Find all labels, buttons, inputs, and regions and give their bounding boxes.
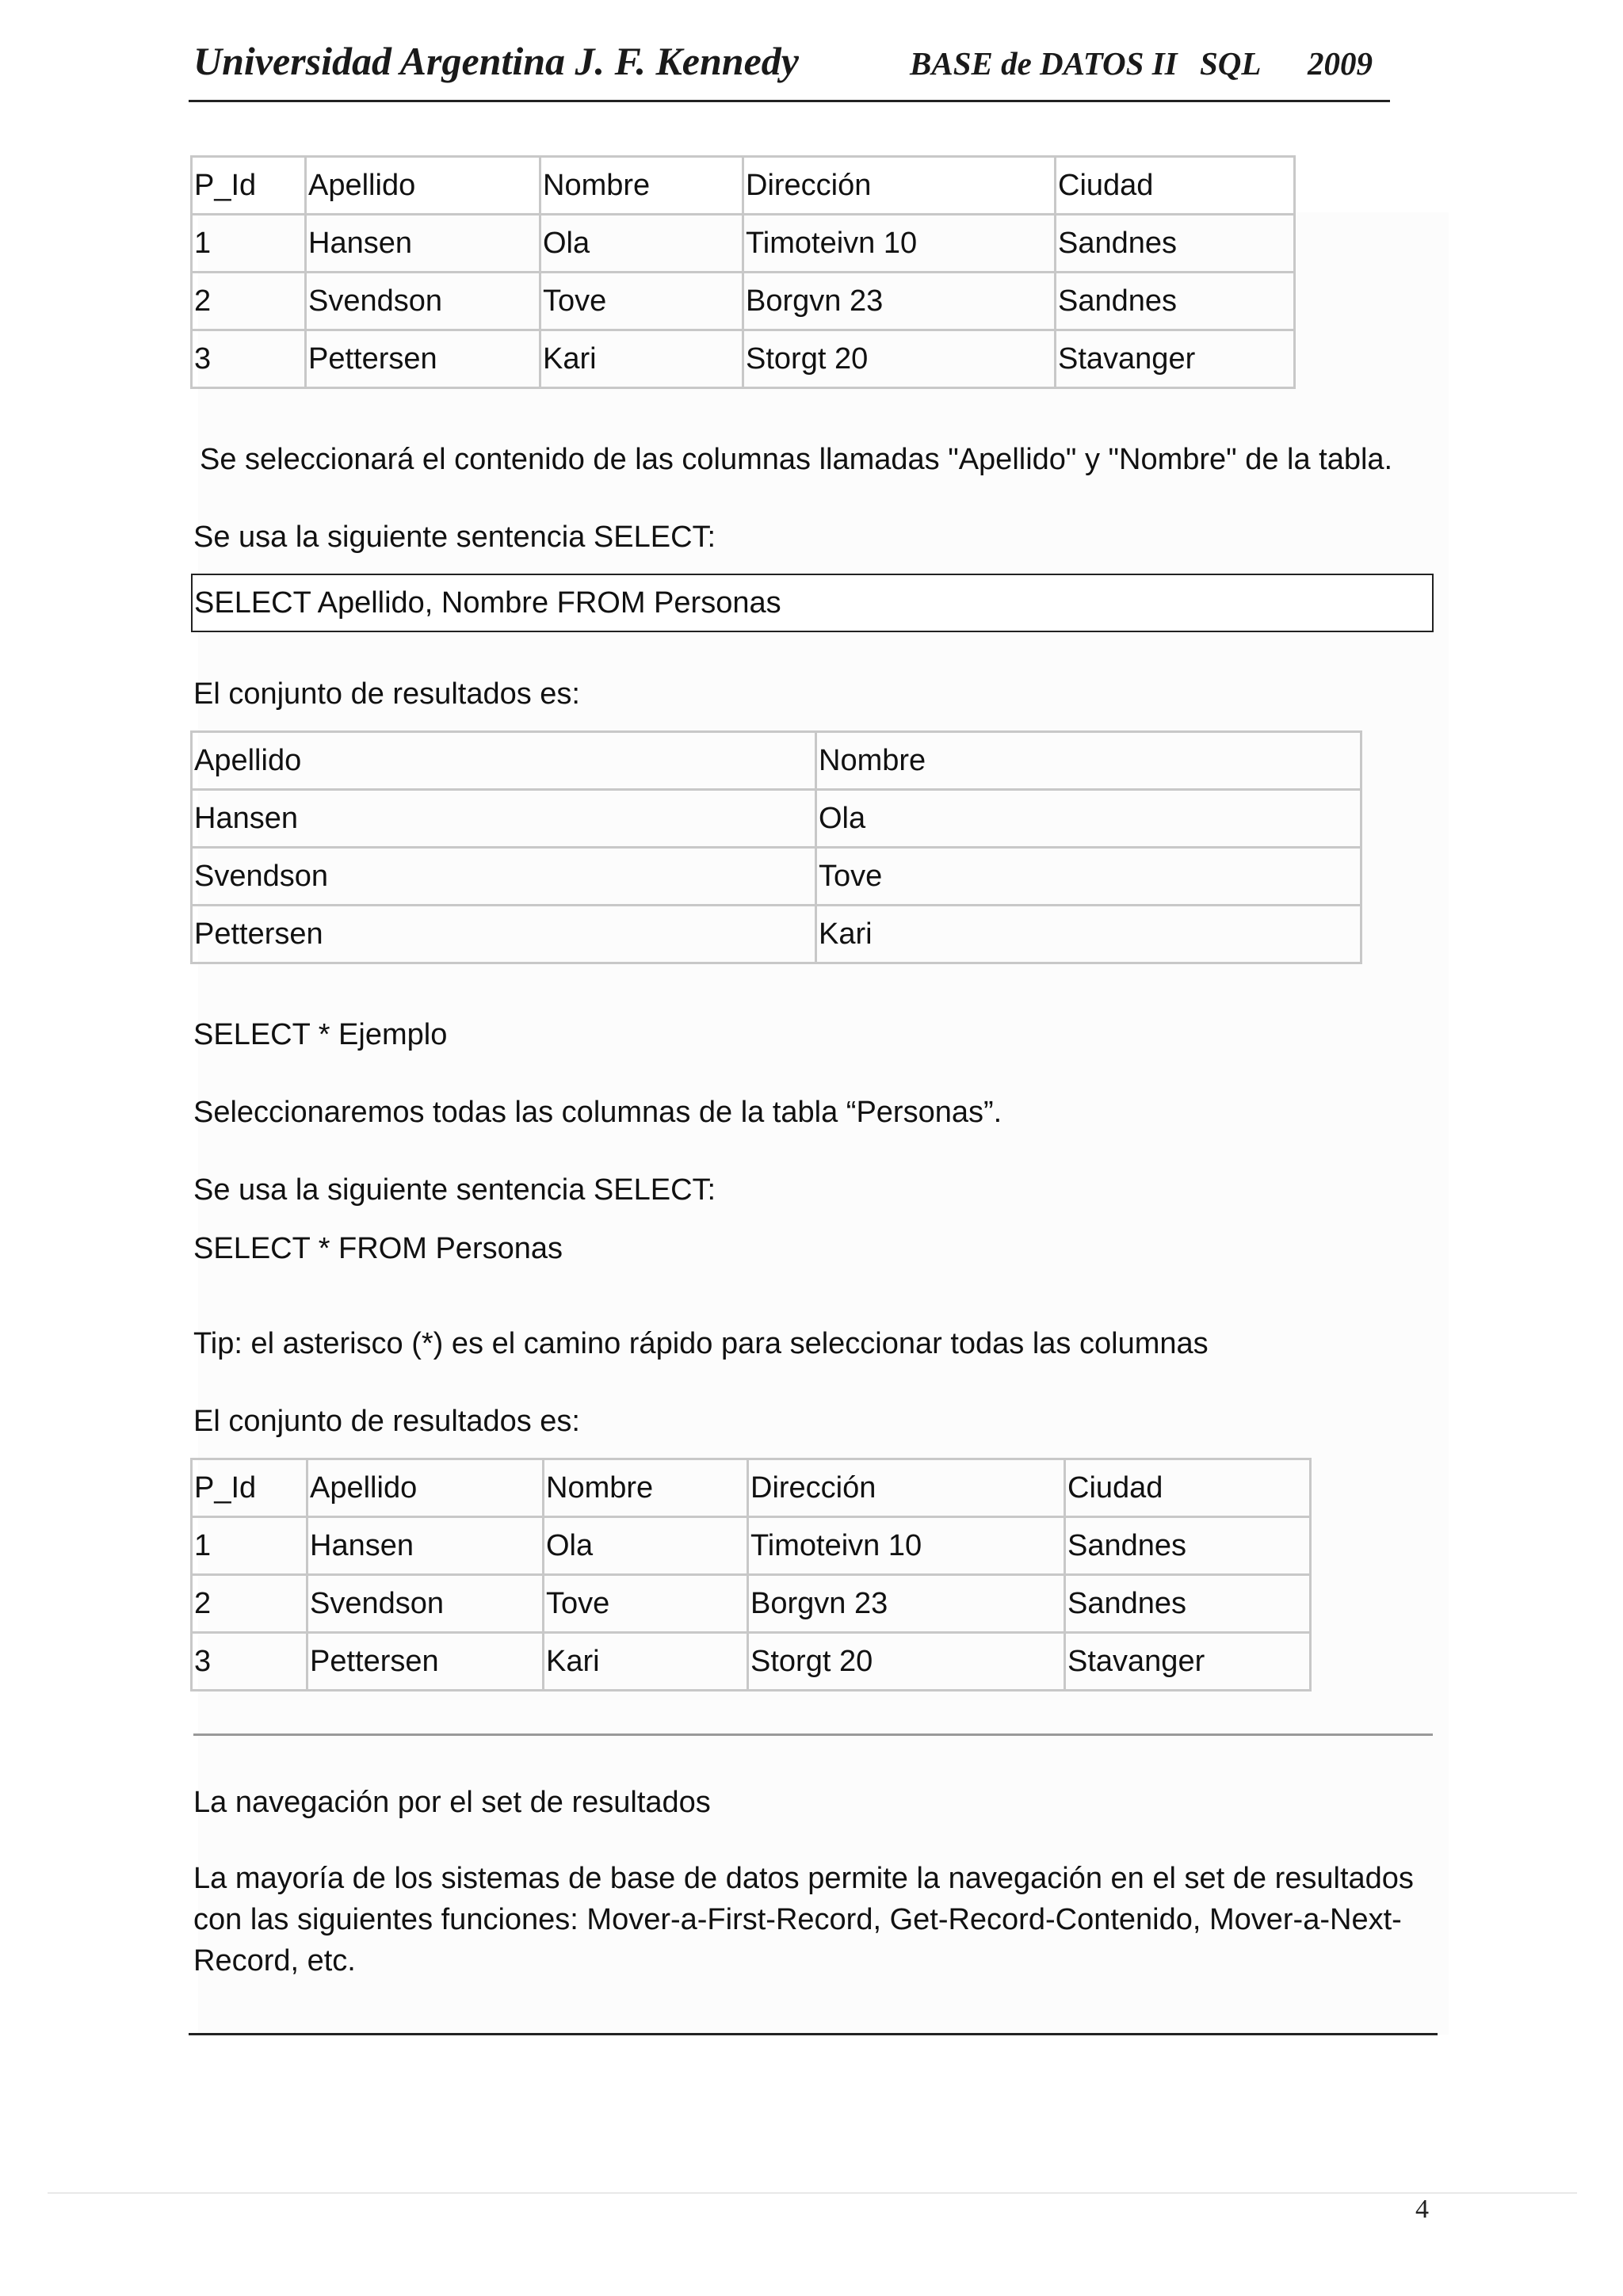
table-cell: Ola	[816, 790, 1361, 848]
table-header-cell: Nombre	[540, 157, 743, 215]
result-names-table	[190, 730, 1362, 964]
table-cell: Hansen	[306, 215, 540, 273]
sql-statement-box: SELECT Apellido, Nombre FROM Personas	[191, 574, 1434, 632]
table-header-cell: P_Id	[192, 157, 306, 215]
table-header-cell: Nombre	[544, 1459, 748, 1517]
result-label-2: El conjunto de resultados es:	[193, 1405, 580, 1438]
table-cell: Timoteivn 10	[743, 215, 1056, 273]
table-row	[192, 906, 1361, 963]
table-row	[192, 1633, 1311, 1691]
table-cell: Ola	[540, 215, 743, 273]
table-cell: 3	[192, 330, 306, 388]
select-star-statement: SELECT * FROM Personas	[193, 1232, 563, 1265]
table-header-cell: Dirección	[748, 1459, 1065, 1517]
table-cell: Tove	[816, 848, 1361, 906]
navigation-heading: La navegación por el set de resultados	[193, 1786, 711, 1819]
table-row	[192, 1517, 1311, 1575]
table-header-cell: Apellido	[192, 732, 816, 790]
table-cell: Kari	[544, 1633, 748, 1691]
table-header-row	[192, 732, 1361, 790]
intro-paragraph: Se seleccionará el contenido de las columnas llamadas "Apellido" y "Nombre" de la tabla.	[200, 443, 1393, 476]
footer-divider	[48, 2192, 1577, 2194]
course-name: BASE de DATOS II	[910, 45, 1178, 82]
table-cell: 1	[192, 1517, 307, 1575]
table-row	[192, 790, 1361, 848]
table-cell: Svendson	[306, 273, 540, 330]
table-header-row	[192, 157, 1295, 215]
table-cell: Sandnes	[1065, 1575, 1311, 1633]
table-row	[192, 330, 1295, 388]
table-row	[192, 215, 1295, 273]
table-header-cell: Apellido	[307, 1459, 544, 1517]
select-star-intro: Se usa la siguiente sentencia SELECT:	[193, 1173, 716, 1207]
navigation-paragraph: La mayoría de los sistemas de base de datos permite la navegación en el set de resultados con las siguientes funciones: Mover-a-First-Record, Get-Record-Contenido, Mover-a-Next-Record, etc.	[193, 1862, 1414, 1978]
table-cell: Kari	[816, 906, 1361, 963]
table-cell: Svendson	[192, 848, 816, 906]
table-cell: Kari	[540, 330, 743, 388]
table-cell: Sandnes	[1065, 1517, 1311, 1575]
table-cell: Tove	[544, 1575, 748, 1633]
table-cell: Sandnes	[1056, 273, 1295, 330]
table-cell: 3	[192, 1633, 307, 1691]
table-row	[192, 848, 1361, 906]
table-cell: Hansen	[307, 1517, 544, 1575]
personas-table	[190, 155, 1296, 389]
select-star-heading: SELECT * Ejemplo	[193, 1018, 448, 1051]
table-cell: Timoteivn 10	[748, 1517, 1065, 1575]
table-cell: Pettersen	[307, 1633, 544, 1691]
table-header-cell: P_Id	[192, 1459, 307, 1517]
result-label: El conjunto de resultados es:	[193, 677, 580, 711]
table-cell: 1	[192, 215, 306, 273]
table-cell: Storgt 20	[743, 330, 1056, 388]
table-cell: Svendson	[307, 1575, 544, 1633]
table-header-row	[192, 1459, 1311, 1517]
tip-text: Tip: el asterisco (*) es el camino rápido para seleccionar todas las columnas	[193, 1327, 1209, 1360]
header-divider	[189, 100, 1390, 102]
table-cell: Pettersen	[306, 330, 540, 388]
table-cell: Storgt 20	[748, 1633, 1065, 1691]
table-header-cell: Dirección	[743, 157, 1056, 215]
table-header-cell: Ciudad	[1065, 1459, 1311, 1517]
table-cell: Borgvn 23	[748, 1575, 1065, 1633]
table-cell: Pettersen	[192, 906, 816, 963]
table-cell: Ola	[544, 1517, 748, 1575]
table-cell: 2	[192, 1575, 307, 1633]
table-cell: Borgvn 23	[743, 273, 1056, 330]
table-cell: Stavanger	[1056, 330, 1295, 388]
table-header-cell: Apellido	[306, 157, 540, 215]
table-cell: Tove	[540, 273, 743, 330]
course-topic: SQL	[1200, 45, 1262, 82]
table-cell: Sandnes	[1056, 215, 1295, 273]
table-header-cell: Ciudad	[1056, 157, 1295, 215]
table-row	[192, 273, 1295, 330]
table-row	[192, 1575, 1311, 1633]
result-all-table	[190, 1458, 1312, 1691]
page-number: 4	[1415, 2195, 1429, 2224]
table-cell: 2	[192, 273, 306, 330]
bottom-divider	[189, 2033, 1438, 2035]
section-divider	[193, 1733, 1433, 1736]
select-intro-text: Se usa la siguiente sentencia SELECT:	[193, 521, 716, 554]
table-header-cell: Nombre	[816, 732, 1361, 790]
table-cell: Hansen	[192, 790, 816, 848]
select-star-description: Seleccionaremos todas las columnas de la tabla “Personas”.	[193, 1096, 1002, 1129]
table-cell: Stavanger	[1065, 1633, 1311, 1691]
course-year: 2009	[1308, 45, 1373, 82]
document-header-title: Universidad Argentina J. F. Kennedy	[193, 39, 799, 83]
